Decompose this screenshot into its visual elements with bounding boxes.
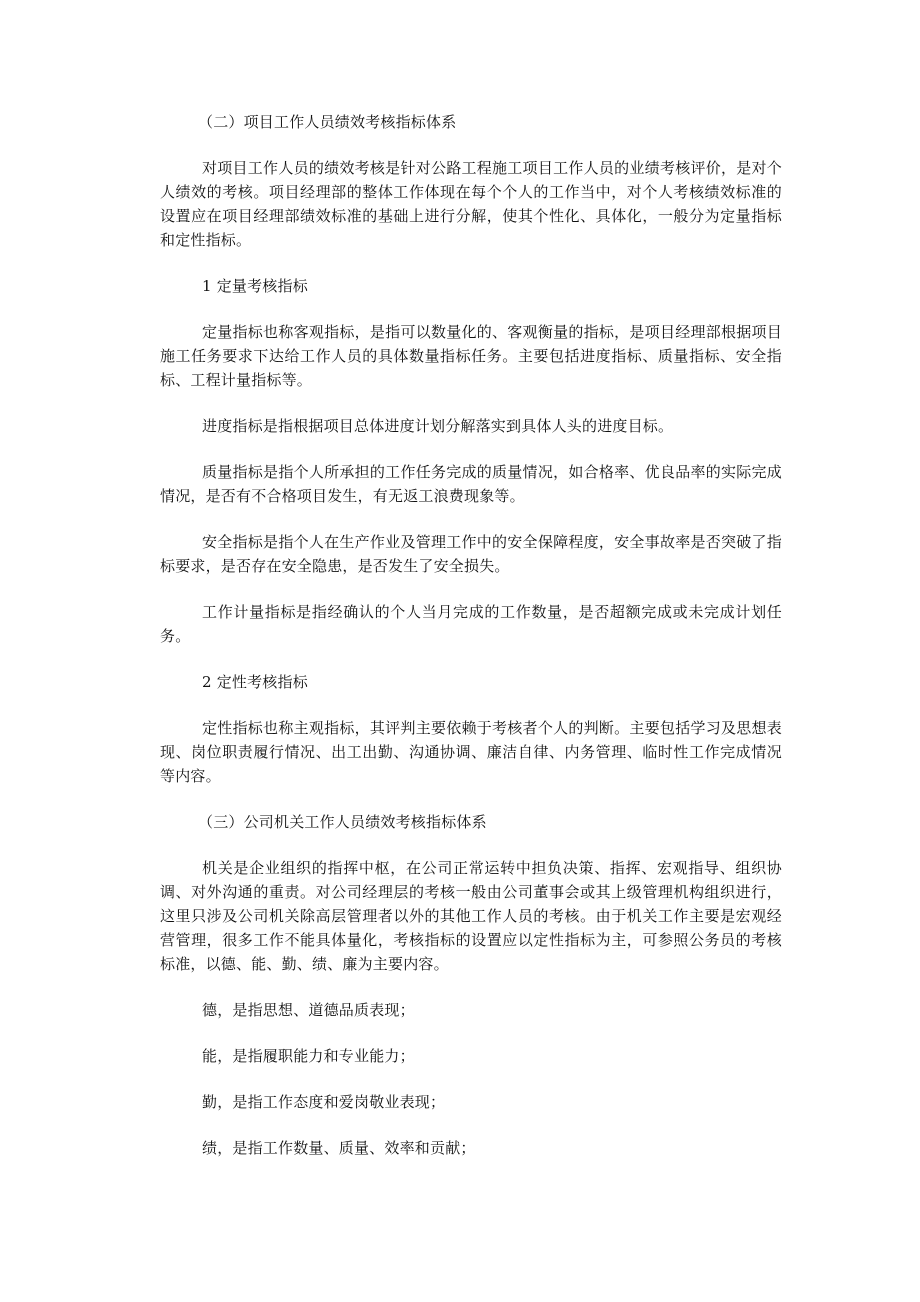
paragraph-office-staff-intro: 机关是企业组织的指挥中枢，在公司正常运转中担负决策、指挥、宏观指导、组织协调、对外沟通的重责。对公司经理层的考核一般由公司董事会或其上级管理机构组织进行，这里只涉及公司机关除高层管理者以外的其他工作人员的考核。由于机关工作主要是宏观经营管理，很多工作不能具体量化，考核指标的设置应以定性指标为主，可参照公务员的考核标准，以德、能、勤、绩、廉为主要内容。 [160, 859, 782, 973]
paragraph-ability: 能，是指履职能力和专业能力； [202, 1047, 415, 1065]
paragraph-work-quantity-indicator: 工作计量指标是指经确认的个人当月完成的工作数量，是否超额完成或未完成计划任务。 [160, 603, 782, 645]
paragraph-progress-indicator: 进度指标是指根据项目总体进度计划分解落实到具体人头的进度目标。 [202, 417, 674, 435]
section-heading-project-staff-kpi: （二）项目工作人员绩效考核指标体系 [198, 113, 457, 131]
paragraph-performance: 绩，是指工作数量、质量、效率和贡献； [202, 1139, 476, 1157]
document-page [160, 110, 782, 1182]
paragraph-quality-indicator: 质量指标是指个人所承担的工作任务完成的质量情况，如合格率、优良品率的实际完成情况，是否有不合格项目发生，有无返工浪费现象等。 [160, 463, 782, 505]
subheading-quantitative-indicators: 1 定量考核指标 [202, 277, 308, 295]
paragraph-project-staff-intro: 对项目工作人员的绩效考核是针对公路工程施工项目工作人员的业绩考核评价，是对个人绩效的考核。项目经理部的整体工作体现在每个个人的工作当中，对个人考核绩效标准的设置应在项目经理部绩效标准的基础上进行分解，使其个性化、具体化，一般分为定量指标和定性指标。 [160, 159, 782, 249]
subheading-qualitative-indicators: 2 定性考核指标 [202, 673, 308, 691]
section-heading-office-staff-kpi: （三）公司机关工作人员绩效考核指标体系 [198, 813, 487, 831]
paragraph-safety-indicator: 安全指标是指个人在生产作业及管理工作中的安全保障程度，安全事故率是否突破了指标要求，是否存在安全隐患，是否发生了安全损失。 [160, 533, 782, 575]
paragraph-quantitative-definition: 定量指标也称客观指标，是指可以数量化的、客观衡量的指标，是项目经理部根据项目施工任务要求下达给工作人员的具体数量指标任务。主要包括进度指标、质量指标、安全指标、工程计量指标等。 [160, 323, 782, 389]
paragraph-diligence: 勤，是指工作态度和爱岗敬业表现； [202, 1093, 446, 1111]
paragraph-qualitative-definition: 定性指标也称主观指标，其评判主要依赖于考核者个人的判断。主要包括学习及思想表现、岗位职责履行情况、出工出勤、沟通协调、廉洁自律、内务管理、临时性工作完成情况等内容。 [160, 719, 782, 785]
paragraph-virtue: 德，是指思想、道德品质表现； [202, 1001, 415, 1019]
